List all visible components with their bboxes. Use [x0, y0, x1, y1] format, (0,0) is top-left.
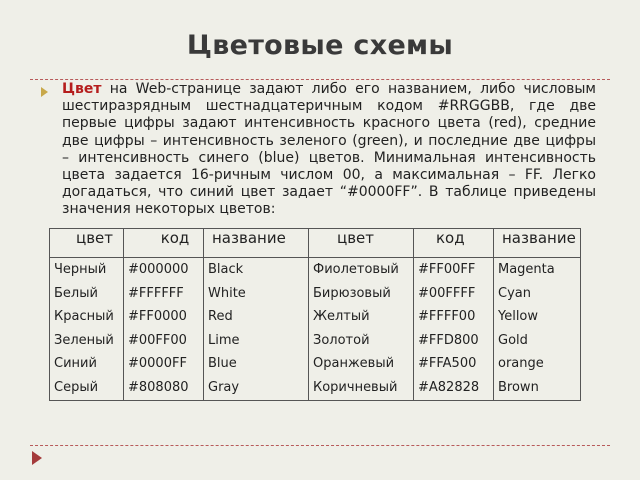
cell: #FFA500	[418, 356, 477, 372]
top-divider	[30, 79, 610, 80]
cell: Желтый	[313, 309, 370, 325]
header-name-2: название	[494, 229, 581, 258]
cell: Cyan	[498, 285, 531, 301]
cell: orange	[498, 356, 544, 372]
cell: #FFFFFF	[128, 285, 184, 301]
next-slide-arrow-icon[interactable]	[32, 451, 42, 465]
keyword-color: Цвет	[62, 81, 102, 97]
cell: Оранжевый	[313, 356, 395, 372]
column-color-names-en-2	[494, 258, 581, 401]
cell: #FFD800	[418, 332, 479, 348]
cell: #A82828	[418, 379, 480, 395]
column-hex-codes	[124, 258, 204, 401]
cell: Blue	[208, 356, 237, 372]
cell: #0000FF	[128, 356, 187, 372]
column-hex-codes-2	[414, 258, 494, 401]
cell: #FF0000	[128, 309, 187, 325]
cell: Gray	[208, 379, 240, 395]
cell: Синий	[54, 356, 97, 372]
cell: #000000	[128, 262, 189, 277]
cell: Yellow	[498, 309, 539, 325]
cell: Black	[208, 262, 244, 277]
cell: Белый	[54, 285, 98, 301]
header-color-1: цвет	[50, 229, 124, 258]
bottom-divider	[30, 445, 610, 446]
header-code-1: код	[124, 229, 204, 258]
bullet-arrow-icon	[41, 87, 48, 97]
paragraph-text: на Web-странице задают либо его названием, либо числовым шестиразрядным шестнадцатеричным кодом #RRGGBB, где две первые цифры задают интенсивность красного цвета (red), средние две цифры – интенсивность зеленого (green), и последние две цифры – интенсивность синего (blue) цветов. Минимальная интенсивность цвета задается 16-ричным числом 00, а максимальная – FF. Легко догадаться, что синий цвет задает “#0000FF”. В таблице приведены значения некоторых цветов:	[62, 81, 596, 218]
cell: Red	[208, 309, 233, 325]
header-name-1: название	[204, 229, 309, 258]
cell: #FFFF00	[418, 309, 476, 325]
cell: Бирюзовый	[313, 285, 391, 301]
header-code-2: код	[414, 229, 494, 258]
cell: White	[208, 285, 246, 301]
slide-title: Цветовые схемы	[186, 30, 454, 61]
cell: Черный	[54, 262, 107, 277]
column-color-names-en	[204, 258, 309, 401]
cell: #00FFFF	[418, 285, 476, 301]
cell: Фиолетовый	[313, 262, 399, 277]
table-body-row	[50, 258, 581, 401]
column-color-names-ru	[50, 258, 124, 401]
cell: Magenta	[498, 262, 555, 277]
cell: Золотой	[313, 332, 370, 348]
column-color-names-ru-2	[309, 258, 414, 401]
color-table	[49, 228, 581, 401]
intro-paragraph	[62, 81, 596, 219]
cell: Зеленый	[54, 332, 114, 348]
cell: Серый	[54, 379, 99, 395]
cell: #00FF00	[128, 332, 187, 348]
cell: Gold	[498, 332, 528, 348]
cell: #808080	[128, 379, 189, 395]
header-color-2: цвет	[309, 229, 414, 258]
cell: Красный	[54, 309, 114, 325]
cell: Коричневый	[313, 379, 398, 395]
cell: #FF00FF	[418, 262, 476, 277]
cell: Brown	[498, 379, 539, 395]
table-header-row	[50, 229, 581, 258]
cell: Lime	[208, 332, 240, 348]
